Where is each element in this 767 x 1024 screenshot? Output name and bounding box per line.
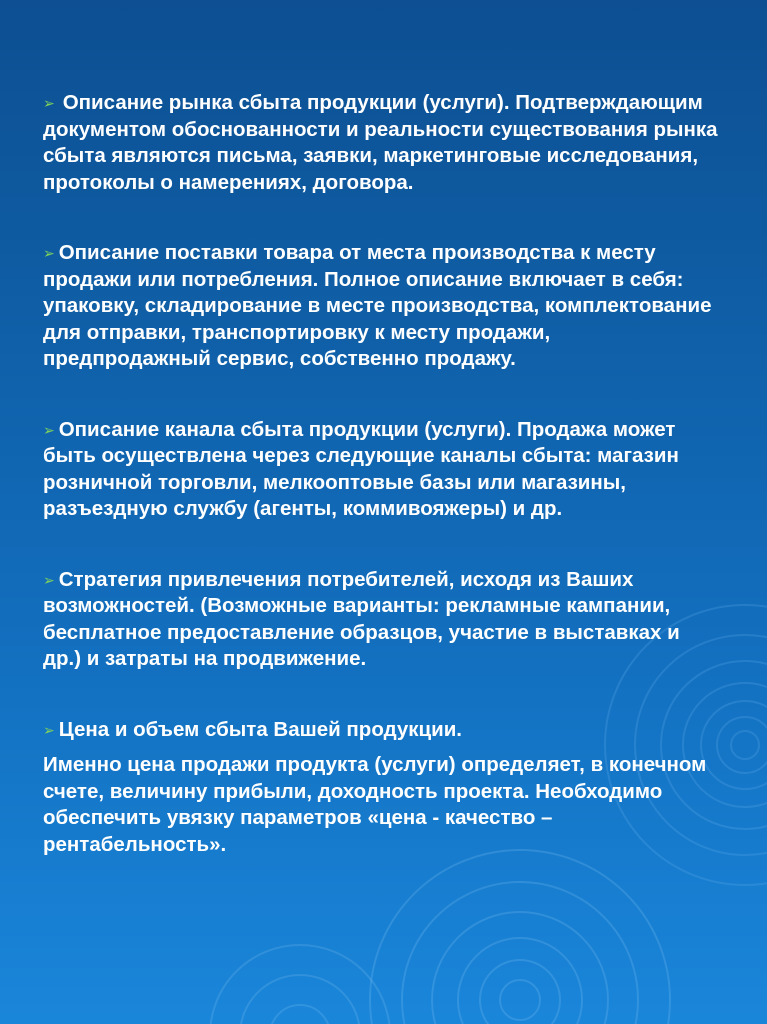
arrow-bullet-icon: ➢ — [43, 571, 55, 588]
paragraph-price-heading: ➢ Цена и объем сбыта Вашей продукции. — [43, 717, 462, 741]
paragraph-market: ➢ Описание рынка сбыта продукции (услуги). Подтверждающим документом обоснованности и реальности существования рынка сбыта являются письма, заявки, маркетинговые исследования, протоколы о намерениях, договора. — [43, 91, 718, 194]
arrow-bullet-icon: ➢ — [43, 721, 55, 738]
paragraph-price-body: Именно цена продажи продукта (услуги) определяет, в конечном счете, величину прибыли, доходность проекта. Необходимо обеспечить увязку параметров «цена - качество – рентабельность». — [43, 753, 707, 856]
paragraph-delivery: ➢ Описание поставки товара от места производства к месту продажи или потребления. Полное описание включает в себя: упаковку, складирование в месте производства, комплектование для отправки, транспортировку к месту продажи, предпродажный сервис, собственно продажу. — [43, 241, 712, 370]
arrow-bullet-icon: ➢ — [43, 95, 55, 111]
paragraph-strategy: ➢ Стратегия привлечения потребителей, исходя из Ваших возможностей. (Возможные варианты: рекламные кампании, бесплатное предоставление образцов, участие в выставках и др.) и затраты на продвижение. — [43, 567, 680, 670]
arrow-bullet-icon: ➢ — [43, 245, 55, 261]
arrow-bullet-icon: ➢ — [43, 421, 55, 438]
paragraph-channel: ➢ Описание канала сбыта продукции (услуги). Продажа может быть осуществлена через следующие каналы сбыта: магазин розничной торговли, мелкооптовые базы или магазины, разъездную службу (агенты, коммивояжеры) и др. — [43, 417, 679, 520]
slide-content — [43, 90, 723, 858]
